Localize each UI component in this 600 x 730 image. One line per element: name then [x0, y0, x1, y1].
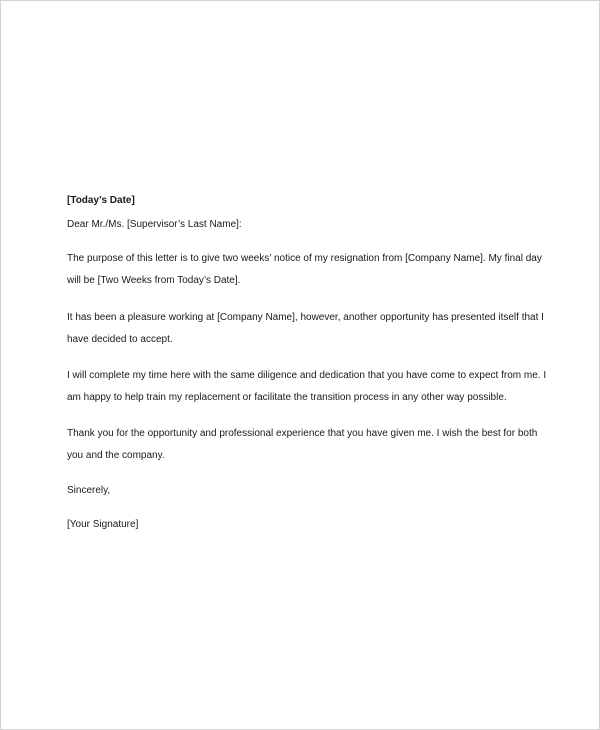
- paragraph-1-line-1: The purpose of this letter is to give two weeks’ notice of my resignation from [Company Name]. My final day: [67, 253, 542, 264]
- paragraph-1-line-2: will be [Two Weeks from Today’s Date].: [67, 275, 241, 286]
- paragraph-3-line-1: I will complete my time here with the same diligence and dedication that you have come to expect from me. I: [67, 370, 547, 381]
- paragraph-2-line-1: It has been a pleasure working at [Company Name], however, another opportunity has presented itself that I: [67, 312, 544, 323]
- signature-placeholder: [Your Signature]: [67, 519, 139, 530]
- paragraph-4-line-2: you and the company.: [67, 450, 165, 461]
- paragraph-4-line-1: Thank you for the opportunity and professional experience that you have given me. I wish the best for both: [67, 428, 538, 439]
- letter-date: [Today’s Date]: [67, 195, 135, 206]
- closing: Sincerely,: [67, 485, 111, 496]
- salutation: Dear Mr./Ms. [Supervisor’s Last Name]:: [67, 219, 242, 230]
- paragraph-2-line-2: have decided to accept.: [67, 334, 173, 345]
- paragraph-3-line-2: am happy to help train my replacement or facilitate the transition process in any other way possible.: [67, 392, 507, 403]
